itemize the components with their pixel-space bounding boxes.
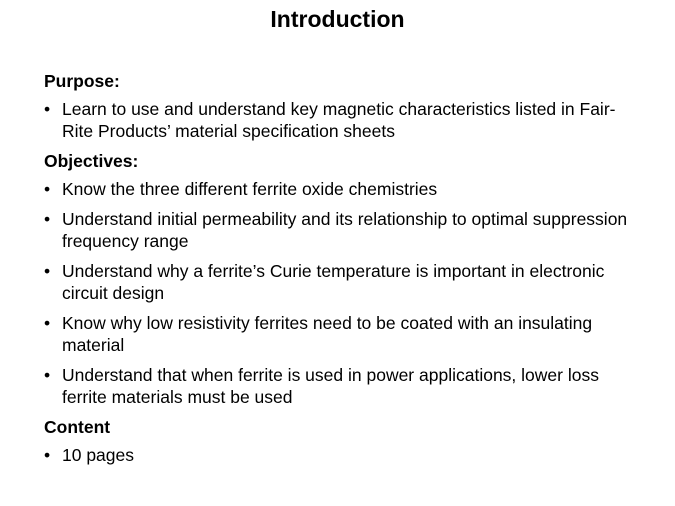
slide-body (44, 70, 644, 474)
content-item: • 10 pages (44, 444, 644, 466)
content-list (44, 444, 644, 466)
objectives-heading: Objectives: (44, 151, 139, 171)
purpose-heading: Purpose: (44, 71, 120, 91)
purpose-list (44, 98, 644, 142)
objective-item: • Know why low resistivity ferrites need to be coated with an insulating material (44, 312, 644, 356)
objective-item: • Understand that when ferrite is used in power applications, lower loss ferrite materials must be used (44, 364, 644, 408)
objective-item: • Know the three different ferrite oxide chemistries (44, 178, 644, 200)
content-heading: Content (44, 417, 111, 437)
objectives-list (44, 178, 644, 408)
purpose-item: • Learn to use and understand key magnetic characteristics listed in Fair-Rite Products’ material specification sheets (44, 98, 644, 142)
objective-item: • Understand why a ferrite’s Curie temperature is important in electronic circuit design (44, 260, 644, 304)
objective-item: • Understand initial permeability and its relationship to optimal suppression frequency range (44, 208, 644, 252)
slide-title: Introduction (270, 6, 405, 32)
